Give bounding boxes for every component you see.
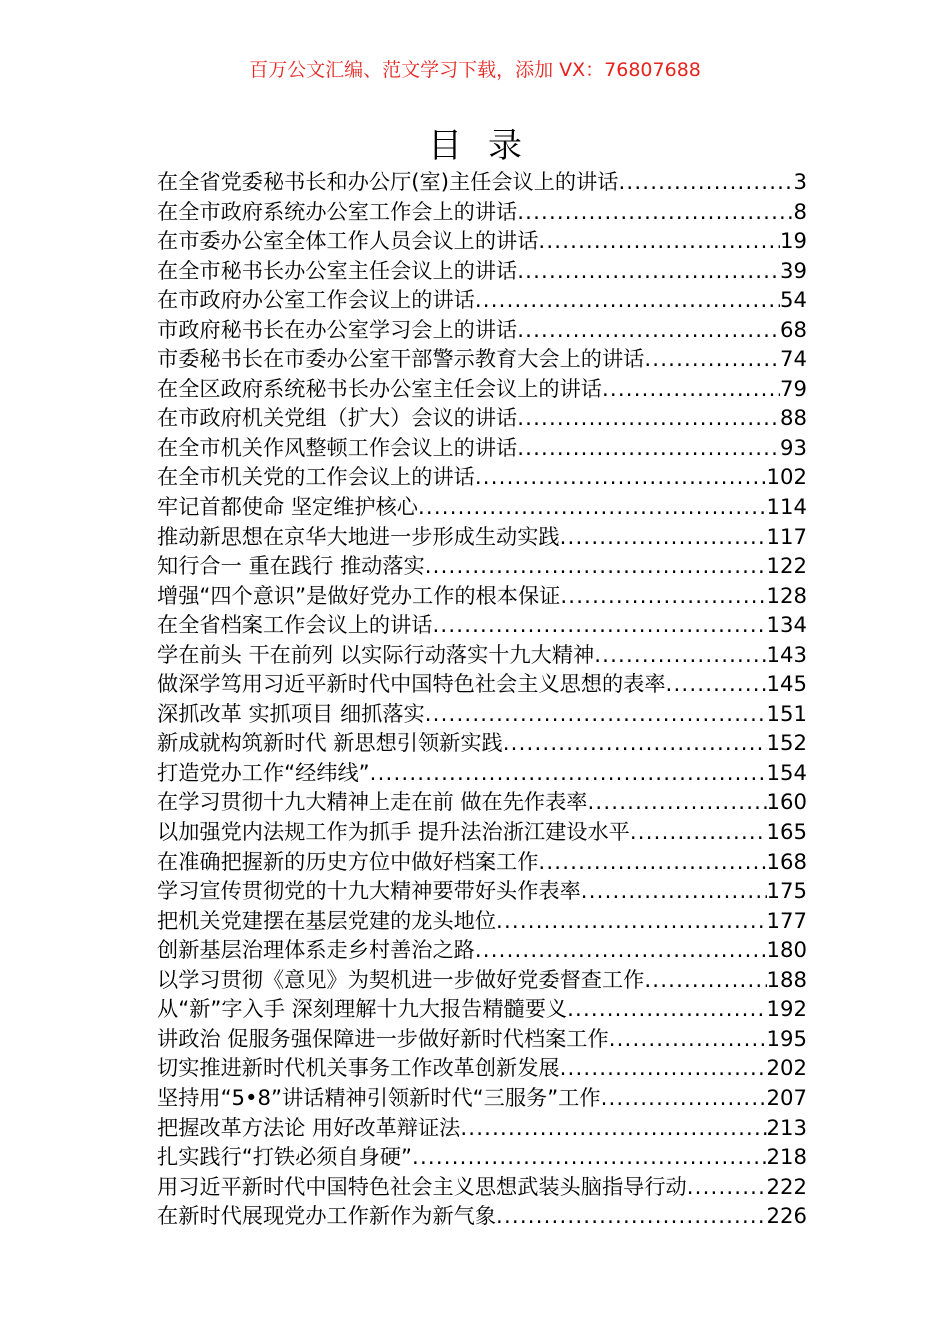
toc-entry[interactable]: [157, 1201, 807, 1231]
toc-entry[interactable]: [157, 492, 807, 522]
table-of-contents: [157, 167, 807, 1231]
toc-entry[interactable]: [157, 403, 807, 433]
toc-entry-title: 以加强党内法规工作为抓手 提升法治浙江建设水平: [157, 819, 630, 845]
toc-entry-title: 讲政治 促服务强保障进一步做好新时代档案工作: [157, 1025, 609, 1051]
toc-entry-page: 168: [766, 848, 807, 874]
toc-dot-leader: [460, 1113, 766, 1143]
toc-entry-page: 79: [780, 375, 807, 401]
toc-dot-leader: [601, 1083, 767, 1113]
toc-dot-leader: [630, 817, 767, 847]
toc-entry[interactable]: [157, 669, 807, 699]
toc-entry-title: 在全市秘书长办公室主任会议上的讲话: [157, 257, 518, 283]
toc-entry-title: 扎实践行“打铁必须自身硬”: [157, 1144, 413, 1170]
toc-entry-page: 180: [766, 937, 807, 963]
toc-entry-page: 222: [766, 1173, 807, 1199]
toc-entry[interactable]: [157, 640, 807, 670]
toc-entry-title: 把机关党建摆在基层党建的龙头地位: [157, 907, 497, 933]
toc-dot-leader: [602, 374, 780, 404]
toc-entry-title: 切实推进新时代机关事务工作改革创新发展: [157, 1055, 560, 1081]
toc-entry[interactable]: [157, 551, 807, 581]
toc-entry-page: 152: [766, 730, 807, 756]
toc-entry[interactable]: [157, 522, 807, 552]
toc-entry-title: 做深学笃用习近平新时代中国特色社会主义思想的表率: [157, 671, 666, 697]
toc-entry-page: 19: [780, 228, 807, 254]
toc-dot-leader: [412, 1142, 767, 1172]
toc-entry-title: 从“新”字入手 深刻理解十九大报告精髓要义: [157, 996, 568, 1022]
toc-dot-leader: [517, 256, 780, 286]
toc-entry[interactable]: [157, 847, 807, 877]
toc-entry[interactable]: [157, 344, 807, 374]
toc-entry[interactable]: [157, 581, 807, 611]
toc-dot-leader: [644, 344, 780, 374]
toc-entry[interactable]: [157, 1024, 807, 1054]
toc-entry-page: 207: [766, 1084, 807, 1110]
toc-entry-page: 54: [780, 287, 807, 313]
toc-entry-page: 122: [766, 553, 807, 579]
toc-entry[interactable]: [157, 935, 807, 965]
toc-entry-title: 在市委办公室全体工作人员会议上的讲话: [157, 228, 539, 254]
toc-entry-title: 在市政府办公室工作会议上的讲话: [157, 287, 475, 313]
toc-entry[interactable]: [157, 1142, 807, 1172]
toc-dot-leader: [538, 847, 766, 877]
toc-dot-leader: [517, 315, 780, 345]
toc-entry-title: 在全市政府系统办公室工作会上的讲话: [157, 198, 518, 224]
toc-entry-page: 145: [766, 671, 807, 697]
toc-entry-page: 134: [766, 612, 807, 638]
toc-dot-leader: [538, 226, 780, 256]
toc-dot-leader: [425, 699, 767, 729]
toc-dot-leader: [618, 167, 793, 197]
toc-entry-page: 93: [780, 434, 807, 460]
toc-dot-leader: [560, 1053, 767, 1083]
toc-dot-leader: [517, 433, 780, 463]
toc-entry-title: 增强“四个意识”是做好党办工作的根本保证: [157, 582, 561, 608]
toc-dot-leader: [666, 669, 767, 699]
toc-entry[interactable]: [157, 610, 807, 640]
toc-dot-leader: [581, 876, 767, 906]
toc-entry-page: 88: [780, 405, 807, 431]
toc-entry-page: 3: [793, 169, 807, 194]
toc-dot-leader: [594, 640, 766, 670]
toc-entry-page: 175: [766, 878, 807, 904]
toc-entry-title: 创新基层治理体系走乡村善治之路: [157, 937, 475, 963]
toc-dot-leader: [503, 728, 767, 758]
toc-entry-page: 102: [766, 464, 807, 490]
toc-entry-title: 在准确把握新的历史方位中做好档案工作: [157, 848, 539, 874]
toc-entry-title: 打造党办工作“经纬线”: [157, 759, 370, 785]
toc-entry-page: 68: [780, 316, 807, 342]
toc-entry-title: 知行合一 重在践行 推动落实: [157, 553, 425, 579]
toc-entry-title: 坚持用“5•8”讲话精神引领新时代“三服务”工作: [157, 1084, 601, 1110]
toc-entry-page: 165: [766, 819, 807, 845]
toc-entry[interactable]: [157, 226, 807, 256]
toc-entry-page: 195: [766, 1025, 807, 1051]
toc-entry[interactable]: [157, 315, 807, 345]
toc-entry[interactable]: [157, 994, 807, 1024]
toc-entry-title: 市委秘书长在市委办公室干部警示教育大会上的讲话: [157, 346, 645, 372]
toc-entry-page: 74: [780, 346, 807, 372]
toc-entry[interactable]: [157, 197, 807, 227]
toc-entry-page: 114: [766, 494, 807, 520]
toc-entry[interactable]: [157, 462, 807, 492]
toc-entry-title: 以学习贯彻《意见》为契机进一步做好党委督查工作: [157, 966, 645, 992]
toc-dot-leader: [432, 610, 766, 640]
toc-entry-title: 在市政府机关党组（扩大）会议的讲话: [157, 405, 518, 431]
toc-entry[interactable]: [157, 374, 807, 404]
toc-entry[interactable]: [157, 1083, 807, 1113]
toc-entry-title: 在全市机关作风整顿工作会议上的讲话: [157, 434, 518, 460]
toc-entry[interactable]: [157, 1053, 807, 1083]
toc-dot-leader: [560, 522, 767, 552]
toc-dot-leader: [425, 551, 767, 581]
toc-entry-title: 推动新思想在京华大地进一步形成生动实践: [157, 523, 560, 549]
toc-entry-title: 在学习贯彻十九大精神上走在前 做在先作表率: [157, 789, 588, 815]
toc-entry-page: 213: [766, 1114, 807, 1140]
toc-entry-title: 把握改革方法论 用好改革辩证法: [157, 1114, 461, 1140]
toc-entry-page: 154: [766, 759, 807, 785]
toc-entry[interactable]: [157, 1113, 807, 1143]
toc-entry[interactable]: [157, 817, 807, 847]
toc-entry-title: 牢记首都使命 坚定维护核心: [157, 494, 418, 520]
toc-dot-leader: [517, 197, 793, 227]
toc-dot-leader: [370, 758, 767, 788]
toc-dot-leader: [560, 581, 766, 611]
toc-entry-page: 177: [766, 907, 807, 933]
toc-entry-page: 218: [766, 1144, 807, 1170]
toc-entry-page: 188: [766, 966, 807, 992]
toc-entry-page: 226: [766, 1203, 807, 1229]
toc-entry-title: 学习宣传贯彻党的十九大精神要带好头作表率: [157, 878, 581, 904]
header-banner: 百万公文汇编、范文学习下载，添加 VX：76807688: [249, 59, 701, 81]
toc-dot-leader: [644, 965, 766, 995]
toc-dot-leader: [475, 935, 767, 965]
toc-entry-page: 192: [766, 996, 807, 1022]
toc-entry[interactable]: [157, 1172, 807, 1202]
toc-entry-title: 新成就构筑新时代 新思想引领新实践: [157, 730, 503, 756]
toc-entry-page: 160: [766, 789, 807, 815]
toc-entry[interactable]: [157, 965, 807, 995]
toc-entry-page: 202: [766, 1055, 807, 1081]
toc-entry[interactable]: [157, 433, 807, 463]
toc-entry-title: 在新时代展现党办工作新作为新气象: [157, 1203, 497, 1229]
toc-entry-page: 151: [766, 700, 807, 726]
toc-entry-title: 在全省档案工作会议上的讲话: [157, 612, 433, 638]
toc-entry[interactable]: [157, 167, 807, 197]
toc-entry-title: 市政府秘书长在办公室学习会上的讲话: [157, 316, 518, 342]
toc-entry[interactable]: [157, 728, 807, 758]
toc-dot-leader: [475, 462, 767, 492]
toc-entry[interactable]: [157, 699, 807, 729]
page-title: 目录: [428, 126, 548, 166]
toc-entry[interactable]: [157, 787, 807, 817]
toc-dot-leader: [588, 787, 767, 817]
toc-dot-leader: [517, 403, 780, 433]
toc-dot-leader: [687, 1172, 767, 1202]
toc-dot-leader: [567, 994, 766, 1024]
toc-entry-page: 128: [766, 582, 807, 608]
toc-entry-title: 在全区政府系统秘书长办公室主任会议上的讲话: [157, 375, 602, 401]
toc-dot-leader: [496, 1201, 767, 1231]
toc-dot-leader: [609, 1024, 767, 1054]
toc-entry-title: 在全市机关党的工作会议上的讲话: [157, 464, 475, 490]
toc-entry[interactable]: [157, 758, 807, 788]
toc-entry-title: 在全省党委秘书长和办公厅(室)主任会议上的讲话: [157, 169, 619, 194]
toc-entry[interactable]: [157, 285, 807, 315]
toc-entry-page: 39: [780, 257, 807, 283]
toc-entry-page: 117: [766, 523, 807, 549]
toc-entry[interactable]: [157, 256, 807, 286]
toc-entry[interactable]: [157, 876, 807, 906]
toc-entry-title: 深抓改革 实抓项目 细抓落实: [157, 700, 425, 726]
toc-dot-leader: [496, 906, 767, 936]
toc-entry-title: 学在前头 干在前列 以实际行动落实十九大精神: [157, 641, 595, 667]
toc-entry[interactable]: [157, 906, 807, 936]
toc-dot-leader: [418, 492, 767, 522]
toc-dot-leader: [475, 285, 780, 315]
toc-entry-page: 143: [766, 641, 807, 667]
toc-entry-page: 8: [793, 198, 807, 224]
toc-entry-title: 用习近平新时代中国特色社会主义思想武装头脑指导行动: [157, 1173, 687, 1199]
